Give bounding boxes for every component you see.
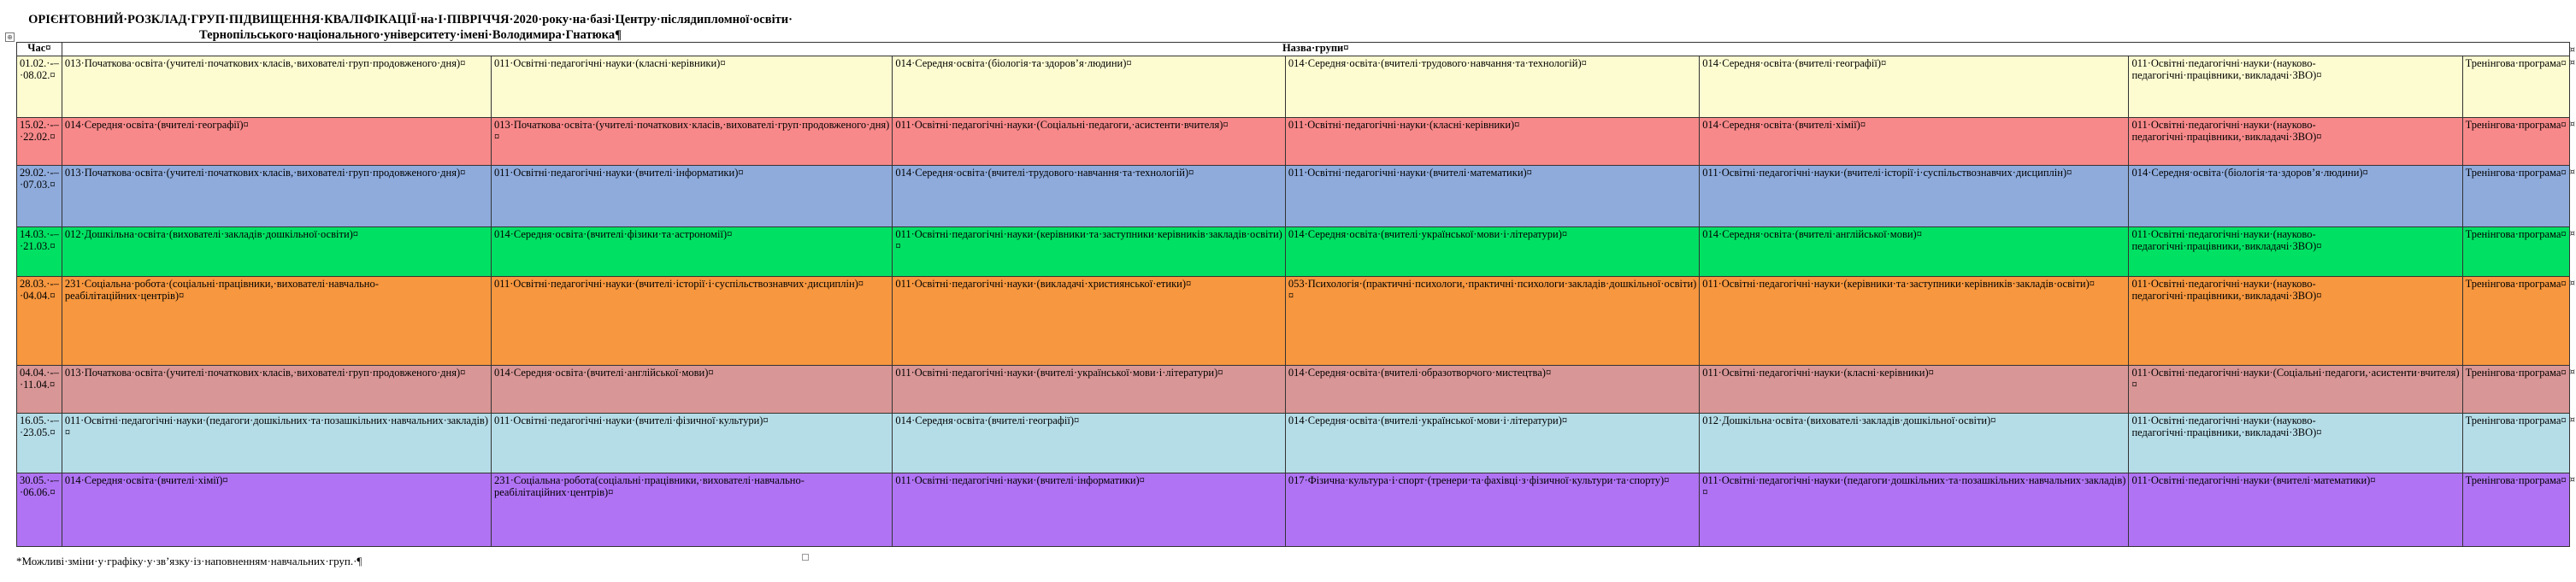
row-end-mark: ¤ bbox=[2569, 44, 2576, 55]
group-cell[interactable]: 014·Середня·освіта·(вчителі·географії)¤ bbox=[893, 413, 1286, 473]
row-end-mark: ¤ bbox=[2569, 367, 2576, 378]
group-cell[interactable]: 011·Освітні·педагогічні·науки·(науково-педагогічні·працівники,·викладачі·ЗВО)¤ bbox=[2129, 276, 2462, 365]
schedule-row bbox=[17, 56, 2576, 117]
group-cell[interactable]: 014·Середня·освіта·(біологія·та·здоров’я·людини)¤ bbox=[2129, 165, 2462, 226]
schedule-row bbox=[17, 117, 2576, 165]
group-cell[interactable]: 011·Освітні·педагогічні·науки·(викладачі·християнської·етики)¤ bbox=[893, 276, 1286, 365]
group-cell[interactable]: 014·Середня·освіта·(вчителі·образотворчого·мистецтва)¤ bbox=[1285, 365, 1699, 413]
table-resize-handle[interactable] bbox=[802, 554, 809, 561]
group-cell[interactable]: 014·Середня·освіта·(вчителі·англійської·мови)¤ bbox=[491, 365, 892, 413]
training-program-cell[interactable]: Тренінгова·програма¤ bbox=[2462, 226, 2569, 276]
group-cell[interactable]: 011·Освітні·педагогічні·науки·(вчителі·інформатики)¤ bbox=[893, 473, 1286, 546]
footnote: *Можливі·зміни·у·графіку·у·зв’язку·із·наповненням·навчальних·груп.·¶ bbox=[16, 555, 363, 567]
schedule-row bbox=[17, 473, 2576, 546]
date-cell[interactable]: 29.02.·-–·07.03.¤ bbox=[17, 165, 62, 226]
table-move-handle-icon[interactable]: ⊕ bbox=[5, 32, 15, 42]
group-cell[interactable]: 014·Середня·освіта·(вчителі·географії)¤ bbox=[1700, 56, 2129, 117]
group-cell[interactable]: 011·Освітні·педагогічні·науки·(вчителі·інформатики)¤ bbox=[491, 165, 892, 226]
training-program-cell[interactable]: Тренінгова·програма¤ bbox=[2462, 56, 2569, 117]
document-title-line-1: ОРІЄНТОВНИЙ·РОЗКЛАД·ГРУП·ПІДВИЩЕННЯ·КВАЛІФІКАЦІЇ·на·І·ПІВРІЧЧЯ·2020·року·на·базі·Центру·післядипломної·освіти· bbox=[28, 13, 793, 26]
group-cell[interactable]: 011·Освітні·педагогічні·науки·(класні·керівники)¤ bbox=[1700, 365, 2129, 413]
group-cell[interactable]: 012·Дошкільна·освіта·(вихователі·закладів·дошкільної·освіти)¤ bbox=[1700, 413, 2129, 473]
group-cell[interactable]: 014·Середня·освіта·(вчителі·англійської·мови)¤ bbox=[1700, 226, 2129, 276]
group-cell[interactable]: 014·Середня·освіта·(біологія·та·здоров’я·людини)¤ bbox=[893, 56, 1286, 117]
row-end-mark: ¤ bbox=[2569, 168, 2576, 178]
group-cell[interactable]: 014·Середня·освіта·(вчителі·фізики·та·астрономії)¤ bbox=[491, 226, 892, 276]
group-cell[interactable]: 011·Освітні·педагогічні·науки·(педагоги·дошкільних·та·позашкільних·навчальних·закладів)¤ bbox=[62, 413, 491, 473]
date-cell[interactable]: 16.05.·-–·23.05.¤ bbox=[17, 413, 62, 473]
group-cell[interactable]: 014·Середня·освіта·(вчителі·трудового·навчання·та·технологій)¤ bbox=[893, 165, 1286, 226]
schedule-row bbox=[17, 165, 2576, 226]
group-cell[interactable]: 013·Початкова·освіта·(учителі·початкових·класів,·вихователі·груп·продовженого·дня)¤ bbox=[62, 365, 491, 413]
date-cell[interactable]: 14.03.·-–·21.03.¤ bbox=[17, 226, 62, 276]
group-cell[interactable]: 231·Соціальна·робота(соціальні·працівники,·вихователі·навчально-реабілітаційних·центрів)¤ bbox=[491, 473, 892, 546]
group-cell[interactable]: 011·Освітні·педагогічні·науки·(керівники·та·заступники·керівників·закладів·освіти)¤ bbox=[1700, 276, 2129, 365]
group-cell[interactable]: 011·Освітні·педагогічні·науки·(педагоги·дошкільних·та·позашкільних·навчальних·закладів)¤ bbox=[1700, 473, 2129, 546]
document-title-line-2: Тернопільського·національного·університету·імені·Володимира·Гнатюка¶ bbox=[199, 28, 622, 42]
training-program-cell[interactable]: Тренінгова·програма¤ bbox=[2462, 473, 2569, 546]
group-cell[interactable]: 011·Освітні·педагогічні·науки·(вчителі·математики)¤ bbox=[2129, 473, 2462, 546]
row-end-mark: ¤ bbox=[2569, 58, 2576, 68]
training-program-cell[interactable]: Тренінгова·програма¤ bbox=[2462, 365, 2569, 413]
group-cell[interactable]: 014·Середня·освіта·(вчителі·трудового·навчання·та·технологій)¤ bbox=[1285, 56, 1699, 117]
date-cell[interactable]: 30.05.·-–·06.06.¤ bbox=[17, 473, 62, 546]
training-program-cell[interactable]: Тренінгова·програма¤ bbox=[2462, 413, 2569, 473]
group-cell[interactable]: 014·Середня·освіта·(вчителі·географії)¤ bbox=[62, 117, 491, 165]
group-cell[interactable]: 011·Освітні·педагогічні·науки·(керівники·та·заступники·керівників·закладів·освіти)¤ bbox=[893, 226, 1286, 276]
row-end-mark: ¤ bbox=[2569, 475, 2576, 485]
group-cell[interactable]: 013·Початкова·освіта·(учителі·початкових·класів,·вихователі·груп·продовженого·дня)¤ bbox=[62, 56, 491, 117]
date-cell[interactable]: 01.02.·-–·08.02.¤ bbox=[17, 56, 62, 117]
group-cell[interactable]: 011·Освітні·педагогічні·науки·(науково-педагогічні·працівники,·викладачі·ЗВО)¤ bbox=[2129, 56, 2462, 117]
header-group-name: Назва·групи¤ bbox=[62, 43, 2569, 56]
schedule-row bbox=[17, 276, 2576, 365]
group-cell[interactable]: 011·Освітні·педагогічні·науки·(науково-педагогічні·працівники,·викладачі·ЗВО)¤ bbox=[2129, 226, 2462, 276]
header-row bbox=[17, 43, 2576, 56]
row-end-mark: ¤ bbox=[2569, 415, 2576, 426]
group-cell[interactable]: 011·Освітні·педагогічні·науки·(Соціальні·педагоги,·асистенти·вчителя)¤ bbox=[893, 117, 1286, 165]
row-end-mark: ¤ bbox=[2569, 120, 2576, 130]
group-cell[interactable]: 011·Освітні·педагогічні·науки·(науково-педагогічні·працівники,·викладачі·ЗВО)¤ bbox=[2129, 117, 2462, 165]
group-cell[interactable]: 011·Освітні·педагогічні·науки·(вчителі·математики)¤ bbox=[1285, 165, 1699, 226]
group-cell[interactable]: 011·Освітні·педагогічні·науки·(вчителі·фізичної·культури)¤ bbox=[491, 413, 892, 473]
group-cell[interactable]: 011·Освітні·педагогічні·науки·(вчителі·історії·і·суспільствознавчих·дисциплін)¤ bbox=[491, 276, 892, 365]
date-cell[interactable]: 15.02.·-–·22.02.¤ bbox=[17, 117, 62, 165]
training-program-cell[interactable]: Тренінгова·програма¤ bbox=[2462, 117, 2569, 165]
row-end-mark: ¤ bbox=[2569, 279, 2576, 289]
group-cell[interactable]: 012·Дошкільна·освіта·(вихователі·закладів·дошкільної·освіти)¤ bbox=[62, 226, 491, 276]
group-cell[interactable]: 011·Освітні·педагогічні·науки·(Соціальні·педагоги,·асистенти·вчителя)¤ bbox=[2129, 365, 2462, 413]
date-cell[interactable]: 28.03.·-–·04.04.¤ bbox=[17, 276, 62, 365]
training-program-cell[interactable]: Тренінгова·програма¤ bbox=[2462, 276, 2569, 365]
group-cell[interactable]: 014·Середня·освіта·(вчителі·хімії)¤ bbox=[1700, 117, 2129, 165]
schedule-table bbox=[16, 42, 2576, 547]
group-cell[interactable]: 011·Освітні·педагогічні·науки·(вчителі·української·мови·і·літератури)¤ bbox=[893, 365, 1286, 413]
group-cell[interactable]: 017·Фізична·культура·і·спорт·(тренери·та·фахівці·з·фізичної·культури·та·спорту)¤ bbox=[1285, 473, 1699, 546]
group-cell[interactable]: 231·Соціальна·робота·(соціальні·працівники,·вихователі·навчально-реабілітаційних·центрів)¤ bbox=[62, 276, 491, 365]
date-cell[interactable]: 04.04.·-–·11.04.¤ bbox=[17, 365, 62, 413]
group-cell[interactable]: 053·Психологія·(практичні·психологи,·практичні·психологи·закладів·дошкільної·освіти)¤ bbox=[1285, 276, 1699, 365]
group-cell[interactable]: 013·Початкова·освіта·(учителі·початкових·класів,·вихователі·груп·продовженого·дня)¤ bbox=[62, 165, 491, 226]
group-cell[interactable]: 014·Середня·освіта·(вчителі·української·мови·і·літератури)¤ bbox=[1285, 226, 1699, 276]
group-cell[interactable]: 011·Освітні·педагогічні·науки·(вчителі·історії·і·суспільствознавчих·дисциплін)¤ bbox=[1700, 165, 2129, 226]
header-time: Час¤ bbox=[17, 43, 62, 56]
group-cell[interactable]: 011·Освітні·педагогічні·науки·(класні·керівники)¤ bbox=[1285, 117, 1699, 165]
group-cell[interactable]: 011·Освітні·педагогічні·науки·(науково-педагогічні·працівники,·викладачі·ЗВО)¤ bbox=[2129, 413, 2462, 473]
group-cell[interactable]: 014·Середня·освіта·(вчителі·хімії)¤ bbox=[62, 473, 491, 546]
group-cell[interactable]: 011·Освітні·педагогічні·науки·(класні·керівники)¤ bbox=[491, 56, 892, 117]
schedule-row bbox=[17, 365, 2576, 413]
group-cell[interactable]: 013·Початкова·освіта·(учителі·початкових·класів,·вихователі·груп·продовженого·дня)¤ bbox=[491, 117, 892, 165]
schedule-row bbox=[17, 226, 2576, 276]
group-cell[interactable]: 014·Середня·освіта·(вчителі·української·мови·і·літератури)¤ bbox=[1285, 413, 1699, 473]
training-program-cell[interactable]: Тренінгова·програма¤ bbox=[2462, 165, 2569, 226]
row-end-mark: ¤ bbox=[2569, 229, 2576, 239]
schedule-row bbox=[17, 413, 2576, 473]
